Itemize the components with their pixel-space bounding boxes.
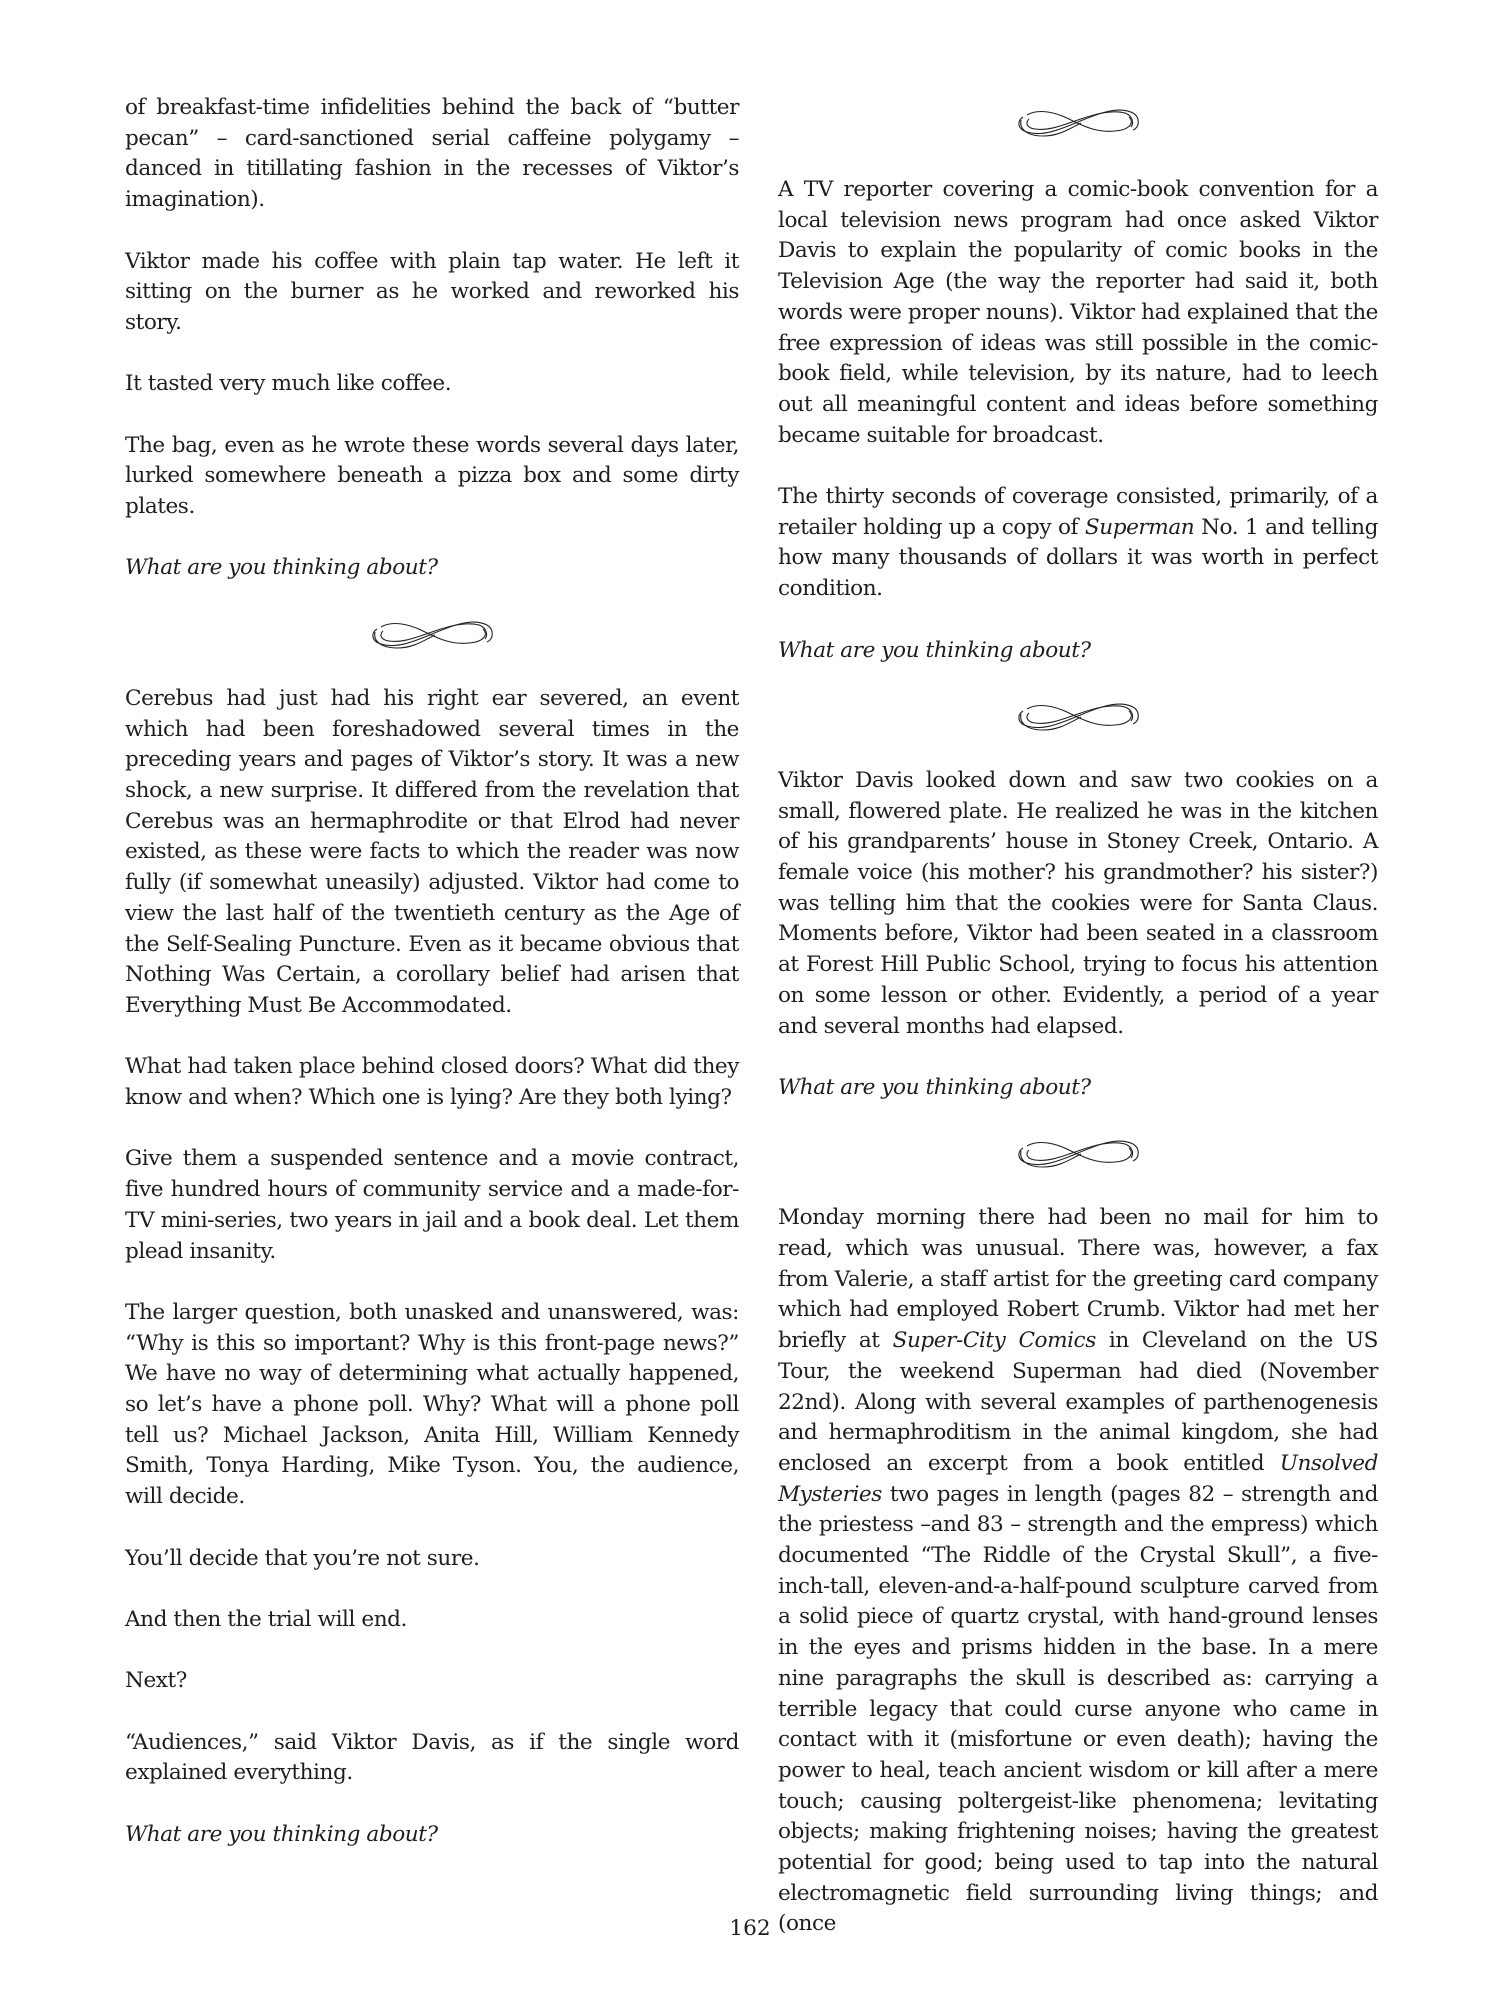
paragraph: Give them a suspended sentence and a movie contract, five hundred hours of community service and a made-for-TV mini-series, two years in jail and a book deal. Let them plead insanity. (125, 1146, 739, 1264)
paragraph: What had taken place behind closed doors? What did they know and when? Which one is lying? Are they both lying? (125, 1054, 739, 1110)
comic-title: Superman (1084, 514, 1195, 540)
infinity-flourish-icon (1013, 103, 1143, 141)
refrain-question: What are you thinking about? (125, 555, 438, 581)
page-number: 162 (729, 1916, 771, 1941)
infinity-flourish-icon (367, 615, 497, 653)
paragraph: Viktor made his coffee with plain tap water. He left it sitting on the burner as he worked and reworked his story. (125, 248, 739, 335)
refrain-question: What are you thinking about? (125, 1821, 438, 1847)
infinity-flourish-icon (1013, 697, 1143, 735)
text-run: Monday morning there had been no mail for him to read, which was unusual. There was, however, a fax from Valerie, a staff artist for the greeting card company which had employed Robert Crumb. Viktor had met her briefly at (778, 1205, 1378, 1354)
store-name: Super-City Comics (892, 1328, 1096, 1354)
book-title: Unsolved Mysteries (778, 1450, 1378, 1507)
paragraph (778, 1203, 1378, 1940)
paragraph: Next? (125, 1668, 187, 1694)
paragraph: Viktor Davis looked down and saw two cookies on a small, flowered plate. He realized he was in the kitchen of his grandparents’ house in Stoney Creek, Ontario. A female voice (his mother? his grandmother? his sister?) was telling him that the cookies were for Santa Claus. Moments before, Viktor had been seated in a classroom at Forest Hill Public School, trying to focus his attention on some lesson or other. Evidently, a period of a year and several months had elapsed. (778, 767, 1378, 1039)
text-run: The thirty seconds of coverage consisted, primarily, of a retailer holding up a copy of (778, 484, 1378, 540)
paragraph: “Audiences,” said Viktor Davis, as if the single word explained everything. (125, 1729, 739, 1786)
paragraph: The larger question, both unasked and unanswered, was: “Why is this so important? Why is this front-page news?” We have no way of determining what actually happened, so let’s have a phone poll. Why? What will a phone poll tell us? Michael Jackson, Anita Hill, William Kennedy Smith, Tonya Harding, Mike Tyson. You, the audience, will decide. (125, 1299, 739, 1510)
refrain-question: What are you thinking about? (778, 1074, 1091, 1100)
text-run: two pages in length (pages 82 – strength and the priestess –and 83 – strength and the empress) which documented “The Riddle of the Crystal Skull”, a five-inch-tall, eleven-and-a-half-pound sculpture carved from a solid piece of quartz crystal, with hand-ground lenses in the eyes and prisms hidden in the base. In a mere nine paragraphs the skull is described as: carrying a terrible legacy that could curse anyone who came in contact with it (misfortune or even death); having the power to heal, teach ancient wisdom or kill after a mere touch; causing poltergeist-like phenomena; levitating objects; making frightening noises; having the greatest potential for good; being used to tap into the natural electromagnetic field surrounding living things; and (once (778, 1481, 1378, 1937)
left-column (125, 93, 739, 1881)
paragraph: Cerebus had just had his right ear severed, an event which had been foreshadowed several times in the preceding years and pages of Viktor’s story. It was a new shock, a new surprise. It differed from the revelation that Cerebus was an hermaphrodite or that Elrod had never existed, as these were facts to which the reader was now fully (if somewhat uneasily) adjusted. Viktor had come to view the last half of the twentieth century as the Age of the Self-Sealing Puncture. Even as it became obvious that Nothing Was Certain, a corollary belief had arisen that Everything Must Be Accommodated. (125, 685, 739, 1018)
paragraph: The bag, even as he wrote these words several days later, lurked somewhere beneath a pizza box and some dirty plates. (125, 432, 739, 520)
text-run: in Cleveland on the US Tour, the weekend Superman had died (November 22nd). Along with several examples of parthenogenesis and hermaphroditism in the animal kingdom, she had enclosed an excerpt from a book entitled (778, 1328, 1378, 1476)
paragraph: A TV reporter covering a comic-book convention for a local television news program had once asked Viktor Davis to explain the popularity of comic books in the Television Age (the way the reporter had said it, both words were proper nouns). Viktor had explained that the free expression of ideas was still possible in the comic-book field, while television, by its nature, had to leech out all meaningful content and ideas before something became suitable for broadcast. (778, 177, 1378, 448)
refrain-question: What are you thinking about? (778, 637, 1091, 663)
infinity-flourish-icon (1013, 1134, 1143, 1172)
text-run: No. 1 and telling how many thousands of dollars it was worth in perfect condition. (778, 514, 1378, 602)
paragraph (778, 482, 1378, 605)
paragraph: It tasted very much like coffee. (125, 371, 452, 397)
right-column (778, 93, 1378, 1971)
paragraph: of breakfast-time infidelities behind the back of “butter pecan” – card-sanctioned serial caffeine polygamy – danced in titillating fashion in the recesses of Viktor’s imagination). (125, 95, 739, 213)
paragraph: And then the trial will end. (125, 1606, 407, 1632)
paragraph: You’ll decide that you’re not sure. (125, 1545, 480, 1571)
